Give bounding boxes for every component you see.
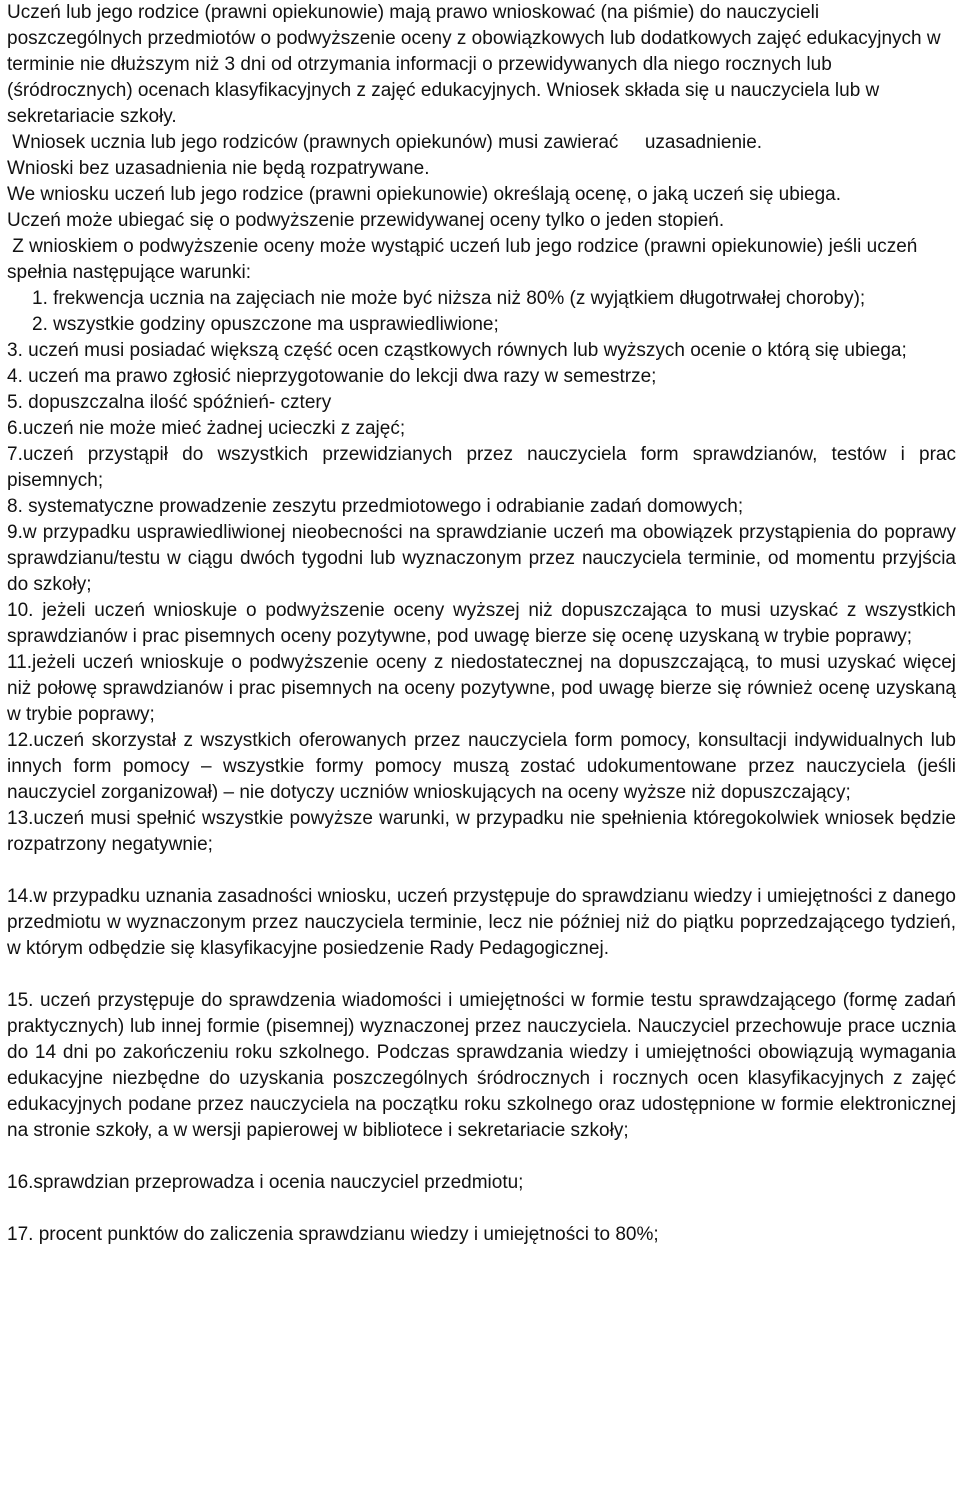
condition-item: 11.jeżeli uczeń wnioskuje o podwyższenie oceny z niedostatecznej na dopuszczającą, to musi uzyskać więcej niż połowę sprawdzianów i prac pisemnych na oceny pozytywne, pod uwagę bierze się również ocenę uzyskaną w trybie poprawy; — [7, 652, 956, 725]
condition-item: 8. systematyczne prowadzenie zeszytu przedmiotowego i odrabianie zadań domowych; — [7, 496, 744, 517]
condition-item: 10. jeżeli uczeń wnioskuje o podwyższenie oceny wyższej niż dopuszczająca to musi uzyskać z wszystkich sprawdzianów i prac pisemnych oceny pozytywne, pod uwagę bierze się ocenę uzyskaną w trybie poprawy; — [7, 600, 956, 647]
condition-item: 13.uczeń musi spełnić wszystkie powyższe warunki, w przypadku nie spełnienia któregokolwiek wniosek będzie rozpatrzony negatywnie; — [7, 808, 956, 855]
condition-item: 2. wszystkie godziny opuszczone ma usprawiedliwione; — [32, 314, 499, 335]
procedure-item: 16.sprawdzian przeprowadza i ocenia nauczyciel przedmiotu; — [7, 1172, 524, 1193]
conditions-intro-paragraph: Z wnioskiem o podwyższenie oceny może wystąpić uczeń lub jego rodzice (prawni opiekunowie) jeśli uczeń spełnia następujące warunki: — [7, 236, 923, 283]
intro-paragraph: Uczeń lub jego rodzice (prawni opiekunowie) mają prawo wnioskować (na piśmie) do nauczycieli poszczególnych przedmiotów o podwyższenie oceny z obowiązkowych lub dodatkowych zajęć edukacyjnych w terminie nie dłuższym niż 3 dni od otrzymania informacji o przewidywanych dla niego rocznych lub (śródrocznych) ocenach klasyfikacyjnych z zajęć edukacyjnych. Wniosek składa się u nauczyciela lub w sekretariacie szkoły. — [7, 2, 941, 127]
justification-paragraph: Wniosek ucznia lub jego rodziców (prawnych opiekunów) musi zawierać uzasadnienie. — [7, 132, 763, 153]
condition-item: 1. frekwencja ucznia na zajęciach nie może być niższa niż 80% (z wyjątkiem długotrwałej choroby); — [32, 288, 866, 309]
condition-item: 3. uczeń musi posiadać większą część ocen cząstkowych równych lub wyższych ocenie o którą się ubiega; — [7, 340, 907, 361]
paragraph-gap — [7, 1144, 956, 1170]
condition-item: 5. dopuszczalna ilość spóźnień- cztery — [7, 392, 332, 413]
condition-item: 12.uczeń skorzystał z wszystkich oferowanych przez nauczyciela form pomocy, konsultacji indywidualnych lub innych form pomocy – wszystkie formy pomocy muszą zostać udokumentowane przez nauczyciela (jeśli nauczyciel zorganizował) – nie dotyczy uczniów wnioskujących na oceny wyższe niż dopuszczający; — [7, 730, 956, 803]
one-step-paragraph: Uczeń może ubiegać się o podwyższenie przewidywanej oceny tylko o jeden stopień. — [7, 210, 725, 231]
paragraph-gap — [7, 1196, 956, 1222]
condition-item: 6.uczeń nie może mieć żadnej ucieczki z zajęć; — [7, 418, 406, 439]
procedure-item: 15. uczeń przystępuje do sprawdzenia wiadomości i umiejętności w formie testu sprawdzającego (formę zadań praktycznych) lub innej formie (pisemnej) wyznaczonej przez nauczyciela. Nauczyciel przechowuje prace ucznia do 14 dni po zakończeniu roku szkolnego. Podczas sprawdzania wiedzy i umiejętności obowiązują wymagania edukacyjne niezbędne do uzyskania poszczególnych śródrocznych i rocznych ocen klasyfikacyjnych z zajęć edukacyjnych podane przez nauczyciela na początku roku szkolnego oraz udostępnione w formie elektronicznej na stronie szkoły, a w wersji papierowej w bibliotece i sekretariacie szkoły; — [7, 990, 956, 1141]
condition-item: 9.w przypadku usprawiedliwionej nieobecności na sprawdzianie uczeń ma obowiązek przystąpienia do poprawy sprawdzianu/testu w ciągu dwóch tygodni lub wyznaczonym przez nauczyciela terminie, od momentu przyjścia do szkoły; — [7, 522, 956, 595]
paragraph-gap — [7, 962, 956, 988]
procedure-item: 17. procent punktów do zaliczenia sprawdzianu wiedzy i umiejętności to 80%; — [7, 1224, 659, 1245]
paragraph-gap — [7, 858, 956, 884]
procedure-item: 14.w przypadku uznania zasadności wniosku, uczeń przystępuje do sprawdzianu wiedzy i umiejętności z danego przedmiotu w wyznaczonym przez nauczyciela terminie, lecz nie później niż do piątku poprzedzającego tydzień, w którym odbędzie się klasyfikacyjne posiedzenie Rady Pedagogicznej. — [7, 886, 956, 959]
condition-item: 7.uczeń przystąpił do wszystkich przewidzianych przez nauczyciela form sprawdzianów, testów i prac pisemnych; — [7, 444, 956, 491]
grade-paragraph: We wniosku uczeń lub jego rodzice (prawni opiekunowie) określają ocenę, o jaką uczeń się ubiega. — [7, 184, 842, 205]
no-justification-paragraph: Wnioski bez uzasadnienia nie będą rozpatrywane. — [7, 158, 430, 179]
condition-item: 4. uczeń ma prawo zgłosić nieprzygotowanie do lekcji dwa razy w semestrze; — [7, 366, 657, 387]
